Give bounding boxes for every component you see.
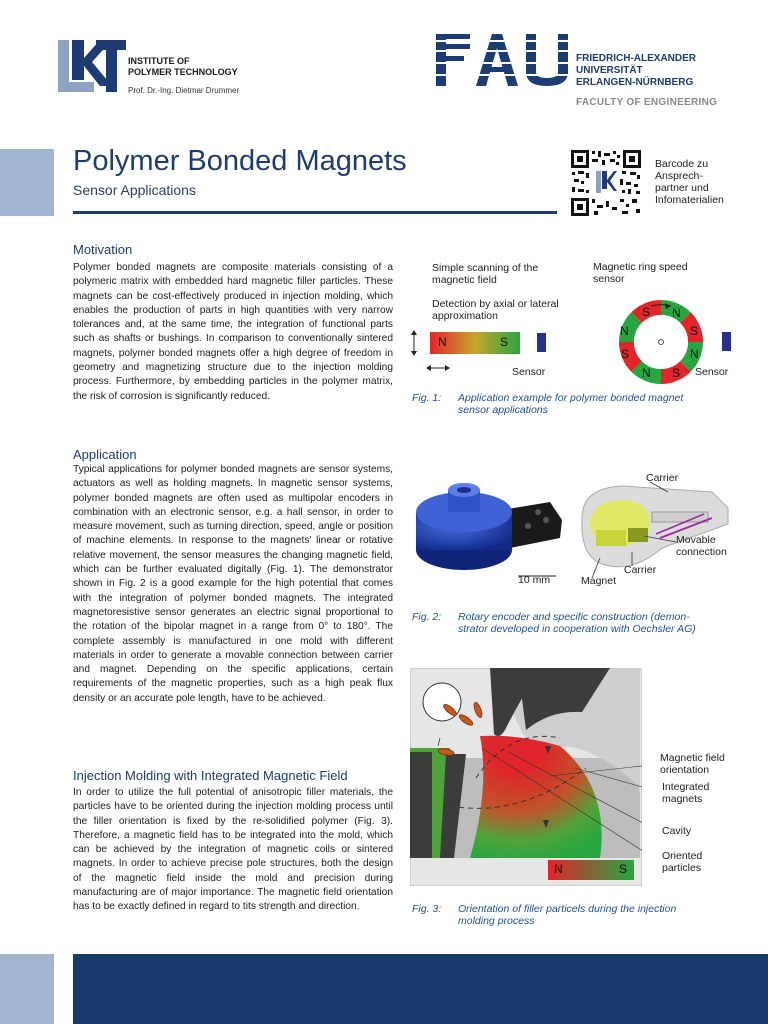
fig1-linear-sensor-label: Sensor [512,366,546,378]
fig2-label-movable-connection: Movable connection [676,534,727,558]
fig3-caption-number: Fig. 3: [412,903,442,915]
fig2-caption: Rotary encoder and specific construction (demon- strator developed in cooperation with Oechsler AG) [458,611,696,635]
lkt-professor: Prof. Dr.-Ing. Dietmar Drummer [128,86,240,95]
fig3-mold-cross-section [410,668,642,886]
fig2-label-carrier-bottom: Carrier [624,564,657,576]
heading-motivation: Motivation [73,242,133,257]
fau-logo [436,34,570,86]
heading-application: Application [73,447,137,462]
page-subtitle: Sensor Applications [73,182,196,198]
text-motivation: Polymer bonded magnets are composite materials consisting of a polymeric matrix with embedded hard magnetic filler particles. These magnets can be cost-effectively produced in injection molding, which enables the production of parts in high quantities with very narrow tolerances and, at the same time, the integration of functional parts such as shafts or bushings. In comparison to conventionally sintered magnets, polymer bonded magnets offer a high degree of freedom in geometry and magnetizing structure due to the injection molding process. Furthermore, by embedding particles in the polymer matrix, the risk of corrosion is significantly reduced. [73,262,393,402]
fig1-ring-pole-n4: N [642,366,651,380]
fig1-caption-number: Fig. 1: [412,392,442,404]
heading-injection-molding: Injection Molding with Integrated Magnetic Field [73,768,348,783]
fig1-ring-pole-n1: N [672,306,681,320]
fig1-ring-pole-s3: S [621,347,630,361]
fig1-ring-pole-n3: N [690,347,699,361]
page-title: Polymer Bonded Magnets [73,145,407,177]
fig2-caption-number: Fig. 2: [412,611,442,623]
fau-faculty: FACULTY OF ENGINEERING [576,97,718,108]
text-application: Typical applications for polymer bonded magnets are sensor systems, actuators as well as holding magnets. In magnetic sensor systems, polymer bonded magnets are often used as multipolar encoders in combination with an electronic sensor, e.g. a hall sensor, in order to measure movement, such as turning direction, speed, angle or position of machine elements. In response to the magnets' linear or rotative relative movement, the sensor measures the changing magnetic field, which can be further evaluated digitally (Fig. 1). The demonstrator shown in Fig. 2 is a good example for the high potential that comes with the integration of polymer bonded magnets. The integrated magnetoresistive sensor generates an electric signal proportional to the rotation of the bipolar magnet in a range from 0° to 180°. The complete assembly is manufactured in one mold with different materials in order to generate a movable connection between carrier and magnet. Depending on the specific applications, certain requirements of the magnetic properties, such as a high peak flux density or an accurate pole length, have to be achieved. [73,464,393,704]
fig1-caption: Application example for polymer bonded magnet sensor applications [458,392,684,416]
fig1-ring-pole-s2: S [690,324,699,338]
fig1-ring-pole-s4: S [672,366,681,380]
fig2-scale-label: 10 mm [518,574,551,586]
fig1-label-scanning: Simple scanning of the magnetic field [432,262,539,286]
side-accent-bottom [0,954,54,1024]
fig1-linear-pole-s: S [500,335,509,349]
fig1-linear-pole-n: N [438,335,447,349]
fau-university-name: FRIEDRICH-ALEXANDER UNIVERSITÄT ERLANGEN-NÜRNBERG [576,53,696,88]
fig3-pole-n: N [554,862,563,876]
text-injection-molding: In order to utilize the full potential of anisotropic filler materials, the particles have to be oriented during the injection molding process until the filler orientation is fixed by the re-solidified polymer (Fig. 3). Therefore, a magnetic field has to be integrated into the mold, which can be achieved by the integration of magnetic coils or sintered magnets. In order to achieve precise pole structures, both the design of the magnetic field inside the mold and precision during manufacturing are of major importance. The magnetic field orientation has to be exactly defined in regard to tits strength and direction. [73,787,393,913]
lkt-institute-name: INSTITUTE OF POLYMER TECHNOLOGY [128,56,238,77]
fig1-ring-pole-s1: S [642,305,651,319]
fig3-caption: Orientation of filler particels during the injection molding process [458,903,677,927]
fig3-label-oriented-particles: Oriented particles [662,850,703,874]
fig1-ring-pole-n2: N [620,324,629,338]
fig2-label-magnet: Magnet [581,575,617,587]
lkt-logo [56,36,128,96]
fig1-label-detection: Detection by axial or lateral approximation [432,298,559,322]
fig1-linear-magnet-diagram [406,328,566,388]
fig3-label-cavity: Cavity [662,825,692,837]
fig3-pole-s: S [619,862,628,876]
fig3-label-field-orientation: Magnetic field orientation [660,752,725,776]
title-divider [73,211,557,214]
fig3-label-integrated-magnets: Integrated magnets [662,781,710,805]
side-accent-top [0,149,54,216]
fig1-label-ring-sensor: Magnetic ring speed sensor [593,261,688,285]
fig2-encoder-photo [410,476,570,580]
fig1-ring-sensor-label: Sensor [695,366,729,378]
footer-band [73,954,768,1024]
fig2-label-carrier-top: Carrier [646,472,679,484]
qr-code[interactable] [570,149,642,217]
qr-description: Barcode zu Ansprech- partner und Infomaterialien [655,158,724,206]
